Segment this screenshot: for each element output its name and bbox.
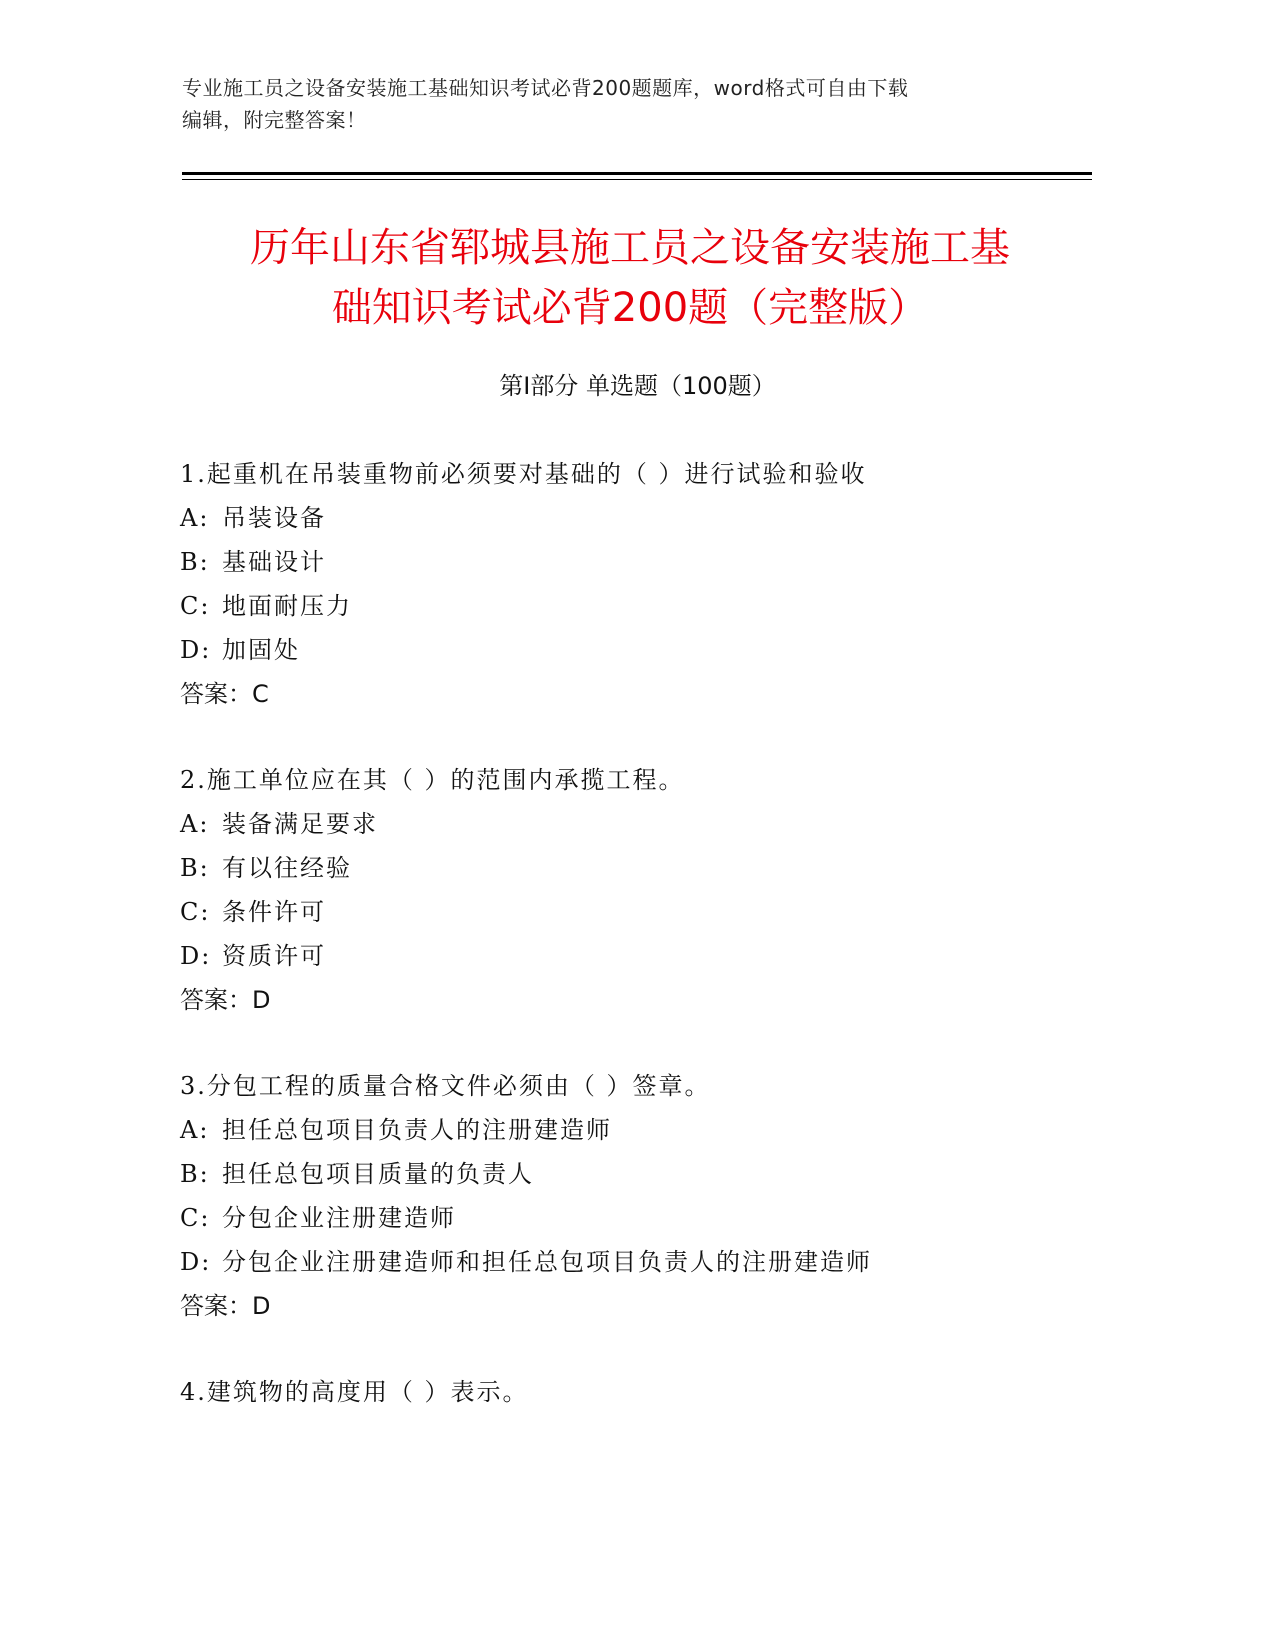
question-stem: 4.建筑物的高度用（ ）表示。	[180, 1378, 529, 1406]
question-3	[180, 1064, 1120, 1328]
option-text: 加固处	[222, 636, 300, 664]
option-text: 担任总包项目质量的负责人	[222, 1160, 534, 1188]
document-title-line-2: 础知识考试必背200题（完整版）	[331, 285, 929, 331]
option-key: B:	[180, 548, 210, 576]
option-key: B:	[180, 854, 210, 882]
header-divider-thick	[182, 172, 1092, 175]
option-a	[180, 802, 1120, 846]
option-key: B:	[180, 1160, 210, 1188]
option-b	[180, 540, 1120, 584]
option-text: 装备满足要求	[222, 810, 378, 838]
header-divider-thin	[182, 179, 1092, 180]
header-note-line-1: 专业施工员之设备安装施工基础知识考试必背200题题库，word格式可自由下载	[182, 76, 909, 100]
option-text: 分包企业注册建造师和担任总包项目负责人的注册建造师	[222, 1248, 872, 1276]
option-key: A:	[180, 1116, 210, 1144]
option-key: C:	[180, 1204, 211, 1232]
answer-line: 答案：D	[180, 986, 271, 1014]
section-title: 第Ⅰ部分 单选题（100题）	[499, 372, 776, 400]
option-key: D:	[180, 1248, 212, 1276]
option-key: D:	[180, 636, 212, 664]
option-key: A:	[180, 504, 210, 532]
option-c	[180, 890, 1120, 934]
header-note-line-2: 编辑，附完整答案！	[182, 108, 367, 132]
question-1	[180, 452, 1120, 716]
option-b	[180, 846, 1120, 890]
option-a	[180, 496, 1120, 540]
question-stem: 1.起重机在吊装重物前必须要对基础的（ ）进行试验和验收	[180, 460, 867, 488]
document-title-line-1: 历年山东省郓城县施工员之设备安装施工基	[250, 225, 1010, 271]
option-text: 资质许可	[222, 942, 326, 970]
question-2	[180, 758, 1120, 1022]
option-d	[180, 1240, 1120, 1284]
question-4	[180, 1370, 1120, 1414]
option-text: 担任总包项目负责人的注册建造师	[222, 1116, 612, 1144]
option-key: C:	[180, 898, 211, 926]
option-key: A:	[180, 810, 210, 838]
option-d	[180, 934, 1120, 978]
option-text: 条件许可	[222, 898, 326, 926]
option-c	[180, 584, 1120, 628]
question-list	[180, 452, 1120, 1456]
option-b	[180, 1152, 1120, 1196]
option-key: C:	[180, 592, 211, 620]
document-title	[150, 218, 1110, 338]
option-text: 基础设计	[222, 548, 326, 576]
option-text: 有以往经验	[222, 854, 352, 882]
option-text: 吊装设备	[222, 504, 326, 532]
question-stem: 3.分包工程的质量合格文件必须由（ ）签章。	[180, 1072, 711, 1100]
answer-line: 答案：C	[180, 680, 269, 708]
option-c	[180, 1196, 1120, 1240]
question-stem: 2.施工单位应在其（ ）的范围内承揽工程。	[180, 766, 685, 794]
option-d	[180, 628, 1120, 672]
header-note	[182, 72, 1042, 136]
option-key: D:	[180, 942, 212, 970]
option-text: 地面耐压力	[222, 592, 352, 620]
answer-line: 答案：D	[180, 1292, 271, 1320]
option-text: 分包企业注册建造师	[222, 1204, 456, 1232]
option-a	[180, 1108, 1120, 1152]
